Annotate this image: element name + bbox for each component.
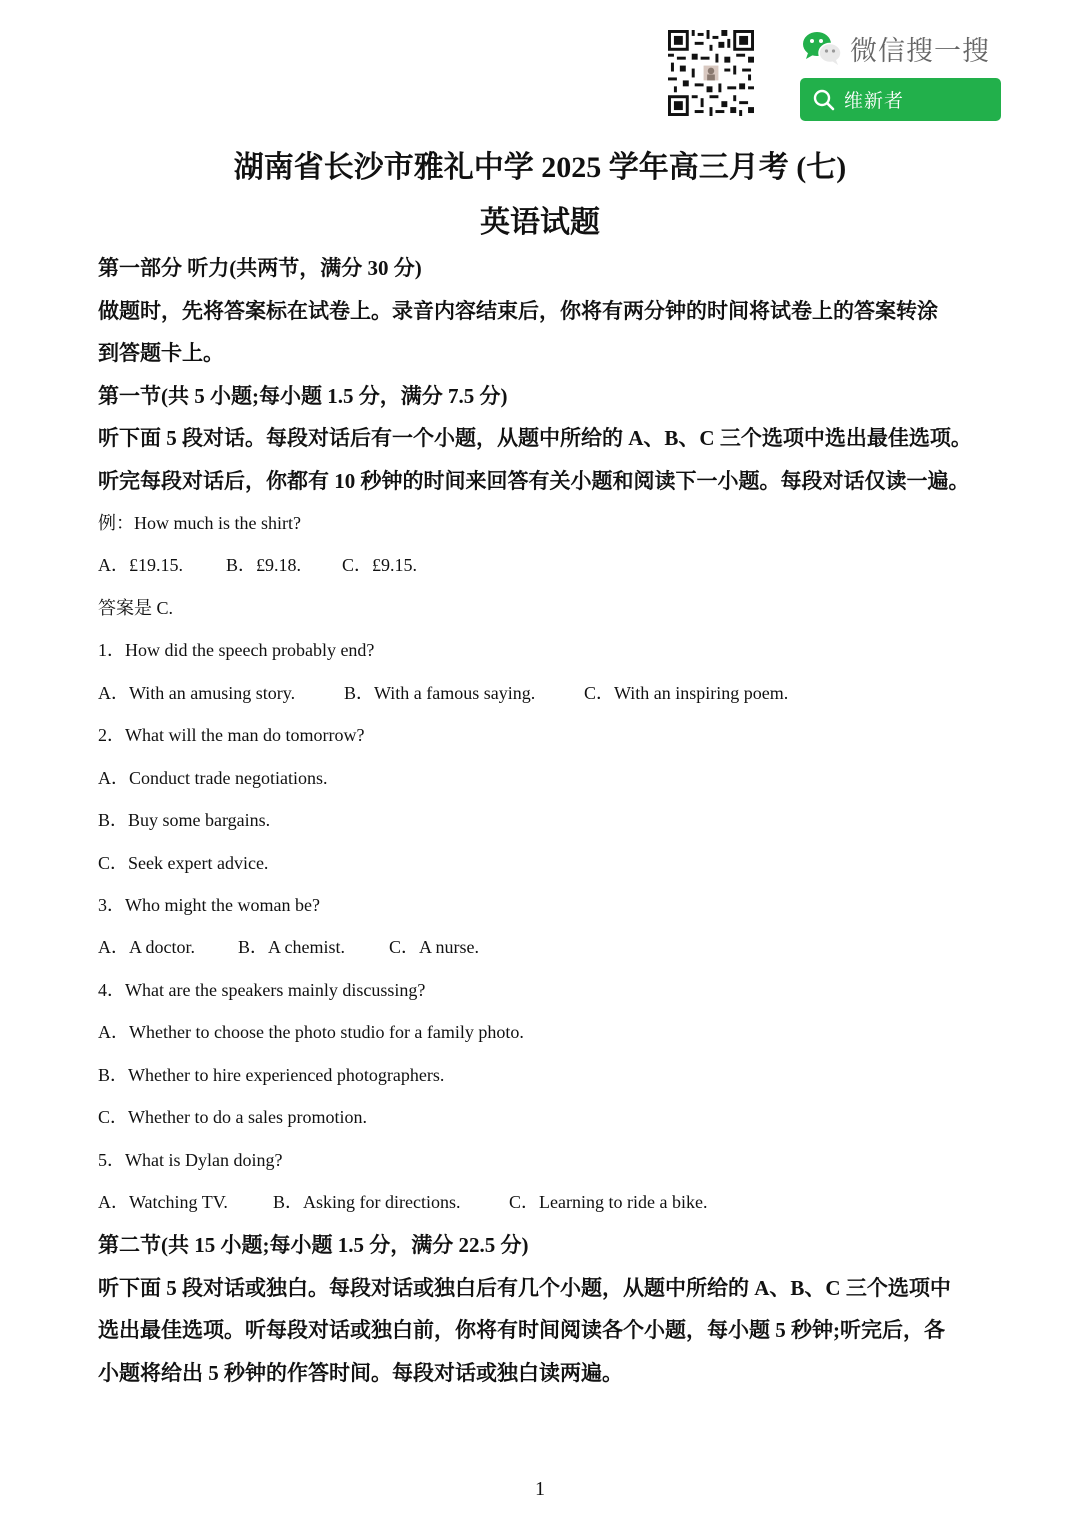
instruction-line: 听下面 5 段对话或独白。每段对话或独白后有几个小题，从题中所给的 A、B、C 三个选项中 <box>98 1276 951 1300</box>
question-3: 3．Who might the woman be? <box>98 895 320 915</box>
question-1: 1．How did the speech probably end? <box>98 640 375 660</box>
question-2: 2．What will the man do tomorrow? <box>98 725 365 745</box>
question-3-options <box>98 933 479 959</box>
wechat-search-title: 微信搜一搜 <box>850 35 990 67</box>
option-a: A．A doctor. <box>98 937 195 957</box>
search-icon <box>812 88 836 112</box>
wechat-search-button[interactable] <box>800 78 1001 121</box>
option-a: A．Conduct trade negotiations. <box>98 768 328 788</box>
option-c: C．Whether to do a sales promotion. <box>98 1107 367 1127</box>
instruction-line: 听下面 5 段对话。每段对话后有一个小题，从题中所给的 A、B、C 三个选项中选出最佳选项。 <box>98 426 972 450</box>
section2-heading: 第二节(共 15 小题;每小题 1.5 分，满分 22.5 分) <box>98 1233 529 1257</box>
instruction-line: 做题时，先将答案标在试卷上。录音内容结束后，你将有两分钟的时间将试卷上的答案转涂 <box>98 299 938 323</box>
option-c: C．£9.15. <box>342 555 418 575</box>
option-c: C．A nurse. <box>389 937 479 957</box>
option-c: C．Learning to ride a bike. <box>509 1192 708 1212</box>
part1-heading: 第一部分 听力(共两节，满分 30 分) <box>98 256 422 280</box>
question-5: 5．What is Dylan doing? <box>98 1150 283 1170</box>
qr-code-icon <box>668 30 754 116</box>
wechat-logo-icon <box>800 28 844 68</box>
question-5-options <box>98 1188 707 1214</box>
option-b: B．Whether to hire experienced photographers. <box>98 1065 445 1085</box>
wechat-search-banner <box>800 28 1010 68</box>
instruction-line: 选出最佳选项。听每段对话或独白前，你将有时间阅读各个小题，每小题 5 秒钟;听完后，各 <box>98 1318 945 1342</box>
option-b: B．Buy some bargains. <box>98 810 271 830</box>
page-subtitle: 英语试题 <box>480 206 600 239</box>
question-1-options <box>98 679 788 705</box>
instruction-line: 小题将给出 5 秒钟的作答时间。每段对话或独白读两遍。 <box>98 1361 623 1385</box>
instruction-line: 到答题卡上。 <box>98 341 224 365</box>
section1-heading: 第一节(共 5 小题;每小题 1.5 分，满分 7.5 分) <box>98 384 508 408</box>
instruction-line: 听完每段对话后，你都有 10 秒钟的时间来回答有关小题和阅读下一小题。每段对话仅读一遍。 <box>98 469 970 493</box>
search-keyword: 维新者 <box>844 90 905 112</box>
option-b: B．Asking for directions. <box>273 1192 461 1212</box>
option-b: B．A chemist. <box>238 937 345 957</box>
option-b: B．With a famous saying. <box>344 683 536 703</box>
option-b: B．£9.18. <box>226 555 302 575</box>
question-4: 4．What are the speakers mainly discussing? <box>98 980 426 1000</box>
option-c: C．With an inspiring poem. <box>584 683 789 703</box>
example-question: 例：How much is the shirt? <box>98 513 301 533</box>
option-c: C．Seek expert advice. <box>98 853 269 873</box>
page-title: 湖南省长沙市雅礼中学 2025 学年高三月考 (七) <box>233 151 847 184</box>
page-number: 1 <box>535 1478 545 1500</box>
option-a: A．£19.15. <box>98 555 183 575</box>
option-a: A．Whether to choose the photo studio for a family photo. <box>98 1022 524 1042</box>
example-options <box>98 551 417 577</box>
option-a: A．With an amusing story. <box>98 683 296 703</box>
example-answer: 答案是 C. <box>98 598 174 618</box>
option-a: A．Watching TV. <box>98 1192 228 1212</box>
